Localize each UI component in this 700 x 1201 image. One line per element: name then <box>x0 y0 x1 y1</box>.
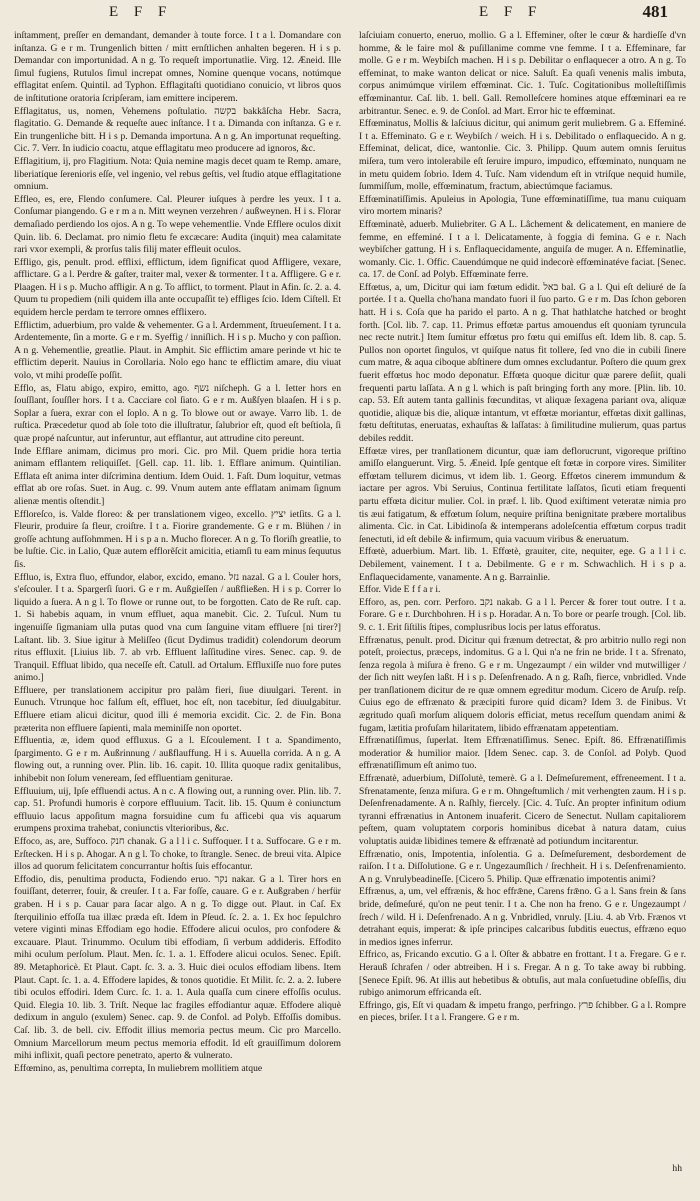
dictionary-entry: Inde Efflare animam, dicimus pro mori. Cic. pro Mil. Quem pridie hora tertia animam efflantem reliquiſſet. [Gell. cap. 11. lib. 1. Efflare animum. Quintilian. Efflata eſt anima inter diſcrimina dentium. Idem Ouid. 1. Faſt. Dum loquitur, vetmas efflat ab ore roſas. Suet. in Aug. c. 99. Vnum autem ante efflatam animam ſignum alienæ mentis oſtendit.] <box>14 445 341 507</box>
dictionary-entry: laſciuiam conuerto, eneruo, mollio. G a l. Effeminer, oſter le cœur & hardieſſe d'vn homme, & le faire mol & puſillanime comme vne femme. I t a. Effeminare, far molle. G e r m. Weybiſch machen. H i s p. Debilitar o enflaquecer a otro. A n g. To effeminat, to make wanton delicat or nice. Saluſt. Ea quaſi venenis malis imbuta, corpus animúmque virilem effœminat. Cic. 1. Tuſc. Cogitationibus molleſtiſſimis effœminantur. Caſ. lib. 1. bell. Gall. Remolleſcere homines atque effœminari ea re arbitrantur. Senec. e. 9. de Conſol. ad Mart. Error hic te effœminat. <box>359 30 686 117</box>
dictionary-entry: Effluo, is, Extra fluo, effundor, elabor, excido, emano. נזל nazal. G a l. Couler hors, s'eſcouler. I t a. Spargerſi ſuori. G e r m. Außgieſſen / außfließen. H i s p. Correr lo liquido a ſuera. A n g l. To flowe or runne out, to be forgotten. Cato de Re ruſt. cap. 1. Si habebis aquam, in vnum effluet, aqua manebit. Cic. 2. Tuſcul. Num tu ingenuiſſe ſigmaniam ulla putas quod vna cum ſanguine vitam effluere [ni tirer?] Laſtant. lib. 3. Siue igitur à Meliſſeo (ſicut Dydimus tradidit) colendorum deorum ritus effluxit. [Liuius lib. 7. ab vrb. Effluent laſſitudine vires. Senec. cap. 9. de Tranquil. Effluat libido, qua neceſſe eſt. Catull. ad Ortalum. Effluxiſſe nuo fore putes animo.] <box>14 571 341 684</box>
dictionary-entry: Effoco, as, are, Suffoco. חנק chanak. G a l l i c. Suffoquer. I t a. Suffocare. G e r m. Erſtecken. H i s p. Ahogar. A n g l. To choke, to ſtrangle. Senec. de breui vita. Alpice illos ad quorum felicitatem concurrantur hoſtis ſuis effocantur. <box>14 836 341 873</box>
dictionary-entry: Efflo, as, Flatu abigo, expiro, emitto, ago. נשף niſcheph. G a l. Ietter hors en ſouſſlant, ſouſſler hors. I t a. Cacciare col ſiato. G e r m. Außſyen blaaſen. H i s p. Soplar a ſuera, exrar con el ſoplo. A n g. To blowe out or awaye. Varro lib. 1. de ruſtica. Præcedetur quod ab ſole toto die illuſtratur, ſalubrior eſt, quod eſt beſtiola, ſi quæ propé naſcuntur, aut inferuntur, aut efflantur, aut attrudine cito pereunt. <box>14 382 341 444</box>
dictionary-entry: Efflagitatus, us, nomen, Vehemens poſtulatio. בקשה bakkâſcha Hebr. Sacra, flagitatio. G. Demande & requeſte auec inſtance. I t a. Dimanda con inſtanza. G e r. Ein trungenliche bitt. H i s p. Demanda importuna. A n g. An importunat requeſting. Cic. 7. Verr. In iudicio coactu, atque efflagitatu meo producere ad ignoros, &c. <box>14 105 341 155</box>
right-running-head: E F F <box>479 4 543 20</box>
left-running-head: E F F <box>109 4 173 20</box>
text-columns <box>14 30 686 1075</box>
dictionary-entry: Effleo, es, ere, Flendo conſumere. Cal. Pleurer iuſques à perdre les yeux. I t a. Conſumar piangendo. G e r m a n. Mitt weynen verzehren / außweynen. H i s. Florar demaſiado perdiendo los ojos. A n g. To wepe vehementlie. Vnde Efflere oculos dixit Quin. lib. 6. Declamat. pro nimio fletu fe excæcare: Audita (inquit) mea calamitate rari vxor exempli, & prorſus talis filij mater effleuit oculos. <box>14 193 341 256</box>
dictionary-entry: Effligo, gis, penult. prod. efflixi, efflictum, idem ſignificat quod Affligere, vexare, afflictare. G a l. Perdre & gaſter, traiter mal, vexer & tormenter. I t a. Affligere. G e r. Plaagen. H i s p. Mucho affligir. A n g. To afflict, to torment. Plaut in Afin. ſc. 2. a. 4. Quum tu propediem (nili quidem illa ante occupaſſit te) effliges ſcio. Idem Ciſtell. Et equidem hercle perdam te terrore omnes efflixero. <box>14 256 341 319</box>
dictionary-entry: Effœminatè, aduerb. Muliebriter. G A L. Lâchement & delicatement, en maniere de femme, en effeminé. I t a l. Delicatamente, à foggia di femina. G e r. Nach weybiſcher gattung. H i s. Enflaquecidamente, anguiſa de muger. A n. Effeminatlie, womanly. Cic. 1. Offic. Cauendúmque ne quid indecorè effœminatéve faciat. [Senec. ca. 17. de Conſ. ad Polyb. Effœminate ferre. <box>359 218 686 281</box>
dictionary-entry: Efforo, as, pen. corr. Perforo. נקב nakab. G a l l. Percer & forer tout outre. I t a. Forare. G e r. Durchbohren. H i s p. Horadar. A n. To bore or pearſe trough. [Col. lib. 9. c. 1. Erit ſiſtilis ſtipes, complusribus locis per latus efforatus. <box>359 596 686 633</box>
dictionary-entry: Effloreſco, is. Valde floreo: & per translationem vigeo, excello. יציץ ietſits. G a l. Fleurir, produire ſa fleur, croiſtre. I t a. Fiorire grandemente. G e r m. Blühen / in groſſe achtung aufſohmmen. H i s p a n. Mucho florecer. A n g. To floriſh greatlie, to be luſtie. Cic. in Lalio, Quæ autem efflorẽſcit amicitia, etiamſi tu eam minus ſequutus ſis. <box>14 508 342 570</box>
page-header <box>14 0 686 30</box>
dictionary-entry: Effluere, per translationem accipitur pro palàm fieri, ſiue diuulgari. Terent. in Eunuch. Vtrunque hoc falſum eſt, effluet, hoc eſt, non tacebitur, ſed diuulgabitur. Effluere etiam alicui dicitur, quod illi é memoria excidit. Cic. 2. de Fin. Bona præterita non effluere ſapienti, mala meminiſſe non oportet. <box>14 684 341 734</box>
dictionary-entry: Effrænus, a, um, vel effrænis, & hoc effrǣne, Carens frǣno. G a l. Sans frein & ſans bride, deſmeſuré, qu'on ne peut tenir. I t a. Che non ha freno. G e r. Ungezaumpt / ſrech / wild. H i. Deſenfrenado. A n g. Vnbridled, vnruly. [Liu. 4. ab Vrb. Frænos vt detrahant equis, imperat: & ipſe principes calcaribus ſubditis euectus, effræno equo in medios ignes inferrur. <box>359 886 686 948</box>
dictionary-entry: Effœtus, a, um, Dicitur qui iam fœtum edidit. באל bal. G a l. Qui eſt deliuré de ſa portée. I t a. Quella cho'hana mandato fuori il ſuo parto. G e r m. Das ſchon geboren hatt. H i s. Coſa que ha parido el parto. A n g. That hathlatche hatched or broght forth. [Col. lib. 7. cap. 11. Primus effœtæ partus amouendus eſt quoniam tyruncula nec recte nutrit.] Item ſumitur effœtus pro fœtu qui emiſſus eſt. Idem lib. 8. cap. 5. Pullos non oportet ſingulos, vt quiſque natus fit tollere, ſed vno die in cubili ſinere cum matre, & aqua ciboque abſtinere dum omnes excludantur. Poſtero die quum grex fuerit effœtus hoc modo deponatur. Effœta quoque dicitur quæ parere deſiit, quali frequenti partu laſſata. A n g l. which is paſt bringing forth any more. [Plin. lib. 10. cap. 53. Eſt autem tanta gallinis fœcunditas, vt aliquæ ſexagena pariant ova, aliquæ quotidie, aliquæ bis die, aliquæ intantum, vt effœtæ moriantur, effœtas dixit gallinas, fœtu deſtitutas, eneruatas, exhauſtas & laſſatas: à ſimilitudine mulierum, quas partus debiles reddit. <box>359 281 686 444</box>
dictionary-entry: Effœtæ vires, per tranſlationem dicuntur, quæ iam deflorucrunt, vigoreque priſtino amiſſo elanguerunt. Virg. 5. Æneid. Ipſe gentque eſt fœtæ in corpore vires. Similiter effœtam tellurem dicimus, vt idem lib. 1. Georg. Effœtos cinerem immundum & iactare per agros. Vbi Seruius, Continua fertilitate laſſatos, ſicuti etiam frequenti partu effœta dicitur mulier. Col. in præf. l. lib. Quod exiſtiment veteratæ nimia pro tis æui fatigatum, & effœtum ſolum, nequire priſtina benignitate præbere mortalibus alimenta. Cic. in Cat. Libidinoſa & intemperans adoleſcentia effœtum corpus tradit ſenectuti, id eſt debile & infirmum, quia vacuum viribus & eneruatum. <box>359 445 686 545</box>
dictionary-entry: Effœminatiſſimis. Apuleius in Apologia, Tune effœminatiſſime, tua manu cuiquam viro mortem minaris? <box>359 193 686 218</box>
dictionary-entry: Efflictim, aduerbium, pro valde & vehementer. G a l. Ardemment, ſtrueuſement. I t a. Ardentemente, ſin a morte. G e r m. Syeffig / inniſlich. H i s p. Mucho y con paſſion. A n g. Vehementlie, greatlie. Plaut. in Amphit. Sic efflictim amare perinde vt hic te efflictim deperit. Nauius in Corollaria. Nolo ego hanc te efflictim amare, diu viuat volo, vt mihi prodeſſe poſſit. <box>14 319 341 382</box>
dictionary-entry: Effœtè, aduerbium. Mart. lib. 1. Effœtè, grauiter, cite, nequiter, ege. G a l l i c. Debilement, vainement. I t a. Debilmente. G e r m. Schwachlich. H i s p a. Enflaquecidamente, vanamente. A n g. Barrainlie. <box>359 546 686 583</box>
dictionary-entry: Effrænatè, aduerbium, Diſſolutè, temerè. G a l. Deſmeſurement, effreneement. I t a. Sfrenatamente, ſenza miſura. G e r m. Ohngeſtumlich / mit verhengten zaum. H i s p. Deſenfrenadamente. A n. Raſhly, fiercely. [Cic. 4. Tuſc. An propter infinitum odium tyranni effrænatius in Antonem inuaferit. Cicero de Senectut. Nullam capitaliorem peſtem, quam voluptatem corporis hominibus dicebat à natura datam, cuius voluptatis auidæ libidines temere & effrænatè ad potiundum incitarentur. <box>359 773 686 847</box>
dictionary-entry: Effœminatus, Mollis & laſciuus dicitur, qui animum gerit muliebrem. G a. Effeminé. I t a. Effeminato. G e r. Weybiſch / weich. H i s. Debilitado o enflaquecido. A n g. Effeminat, delicat, dice, wantonlie. Cic. 3. Philipp. Quum autem omnis ſeruitus miſera, tum vero intolerabile eſt ſeruire impuro, impudico, effœminato, nunquam ne in metu quidem ſobrio. Idem 4. Tuſc. Nam videndum eſt in vtriſque nequid humile, ſummiſſum, molle, effœminatum, fractum, abiectúmque faciamus. <box>359 118 686 193</box>
dictionary-entry: Effringo, gis, Eſt vi quadam & impetu frango, perfringo. פרץ ſchibber. G a l. Rompre en pieces, briſer. I t a l. Frangere. G e r m. <box>359 999 686 1024</box>
left-column <box>14 30 341 1075</box>
dictionary-entry: inſtammenṭ, preſſer en demandant, demander à toute force. I t a l. Domandare con inſtanza. G e r m. Trungenlich bitten / mitt ernſtlichen anhalten begeren. H i s p. Demandar con importunidad. A n g. To requeſt importunatlie. Virg. 12. Æneid. Ille ſimul fugiens, Rutulos ſimul increpat omnes, Nomine quenque vocans, notúmque efflagitat enſem. Quintil. ad Typhon. Efflagitaſti quotidiano conuicio, vt libros quos de inſtitutione oratoria ſcripſeram, iam emittere inciperem. <box>14 30 341 104</box>
dictionary-entry: Effrænatio, onis, Impotentia, inſolentia. G a. Deſmeſurement, desbordement de raiſon. I t a. Diſſolutione. G e r. Ungezaumſlich / ſrechheit. H i s. Deſenfrenamiento. A n g. Vnrulybeadineſſe. [Cicero 5. Philip. Quæ effrænatio impotentis animi? <box>359 848 686 885</box>
dictionary-entry: Effodio, dis, penultima producta, Fodiendo eruo. נקר nakar. G a l. Tirer hors en fouiſſant, deterrer, fouir, & creuſer. I t a. Far foſſe, cauare. G e r. Außgraben / herfür graben. H i s p. Cauar para ſacar algo. A n g. To digge out. Plaut. in Caſ. Ex ſterquilinio effoſſa tua illæc præda eſt. Idem in Pſeud. ſc. 2. a. 1. Ex hoc ſepulchro vetere viginti minas Effodiam ego hodie. Effodere alicui oculos, pro confodere & excauare. Plaut. Trinummo. Oculum tibi effodiam, ſi verbum addideris. Effodito mihi oculum perſolum. Plaut. Men. ſc. 1. a. 1. Effodere alicui oculos. Senec. Epiſt. 89. Metaphoricè. Et Plaut. Capt. ſc. 3. a. 3. Huic diei oculos effodiam libens. Item Plaut. Capt. ſc. 1. a. 4. Effodere lapides, & tonos quotidie. Et Milit. ſc. 2. a. 2. Iubere tibi oculos effodiri. Idem Curc. ſc. 1. a. 1. Aula quaſſa cum cinere effoſſis oculus. Quid. Elegia 10. lib. 3. Triſt. Neque lac fragiles effodiantur aquæ. Effodere aliquè dedixum in angulo (exulem) Senec. cap. 9. de Confol. ad Polyb. Effoſſis domibus. Caſ. lib. 3. de bell. civ. Effodit illius memoria pectus meum. Cic pro Marcello. Omnium Marcellorum meum pectus memoria effodit. Id eſt grauiſſimum dolorem mihi inflixit, quaſi pectore penetrato, aperto & vulnerato. <box>14 873 341 1062</box>
dictionary-entry: Effluentia, æ, idem quod effluxus. G a l. Eſcoulement. I t a. Spandimento, ſpargimento. G e r m. Außrinnung / außflauffung. H i s. Auuella corrida. A n g. A flowing out, a running over. Plin. lib. 16. capit. 10. Illita quoque radix genitalibus, inhibebit non ſolum veneream, ſed effluentiam geniturae. <box>14 735 341 785</box>
dictionary-entry: Effrico, as, Fricando excutio. G a l. Oſter & abbatre en frottant. I t a. Fregare. G e r. Herauß ſchrafen / oder abtreiben. H i s. Fregar. A n g. To take away bi rubbing. [Senece Epiſt. 96. At illis aut hebetibus & obtuſis, aut mala conſuetudine obſeſſis, diu rubigo animorum effricanda eſt. <box>359 949 686 999</box>
dictionary-entry: Effluuium, uij, Ipſe effluendi actus. A n c. A flowing out, a running over. Plin. lib. 7. cap. 51. Profundi humoris è corpore effluuium. Tacit. lib. 15. Quum è coniunctum effluuio lacus appoſitum magna forsuidine cum fu afficebi qua vis aquarum erumpens proxima trahebat, coniunctis vlterioribus, &c. <box>14 785 341 835</box>
dictionary-entry: Effœmino, as, penultima correpta, In muliebrem mollitiem atque <box>14 1062 263 1074</box>
page-number: 481 <box>642 2 668 21</box>
dictionary-entry: Effrænatus, penult. prod. Dicitur qui frænum detrectat, & pro arbitrio nullo regi non poteſt, proiectus, præceps, indomitus. G a l. Qui n'a ne frin ne bride. I t a. Sfrenato, ſenza regola à miſura è freno. G e r m. Ungezaumpt / ein wilder vnd mutwilliger / der ſich nitt weyſen laßt. H i s p. Deſenfrenado. A n g. Raſh, fierce, vnbridled. Vnde per tranſlationem dicitur de re quæ omnem egreditur modum. Cicero de Aruſp. reſp. Cuius ego de effrænato & præcipiti furore quid dicam? Idem 3. de Finibus. Vt ægritudo quaſi morſum aliquem doloris efficiat, metus receſſum quendam animi & fugam, lætitia profuſam hilaritatem, libido effrænatam appetentiam. <box>359 634 686 734</box>
page-footer <box>14 1163 686 1189</box>
dictionary-entry: Efflagitium, ij, pro Flagitium. Nota: Quia nemine magis decet quam te Remp. amare, liberiatíque ſerenioris eſſe, vel ingenio, vel rebus geſtis, vel ſtudio atque efflagitatione omnium. <box>14 155 341 193</box>
right-column <box>359 30 686 1075</box>
catchword: hh <box>672 1163 682 1174</box>
dictionary-entry: Effrænatiſſimus, ſuperlat. Item Effrænatiſſimus. Senec. Epiſt. 86. Effrænatiſſimis moderatior & humilior maior. [Idem Senec. cap. 3. de Conſol. ad Polyb. Quod effrænatiſſimum eſt animo tuo. <box>359 735 686 772</box>
dictionary-entry: Effor. Vide E f f a r i. <box>359 584 441 596</box>
